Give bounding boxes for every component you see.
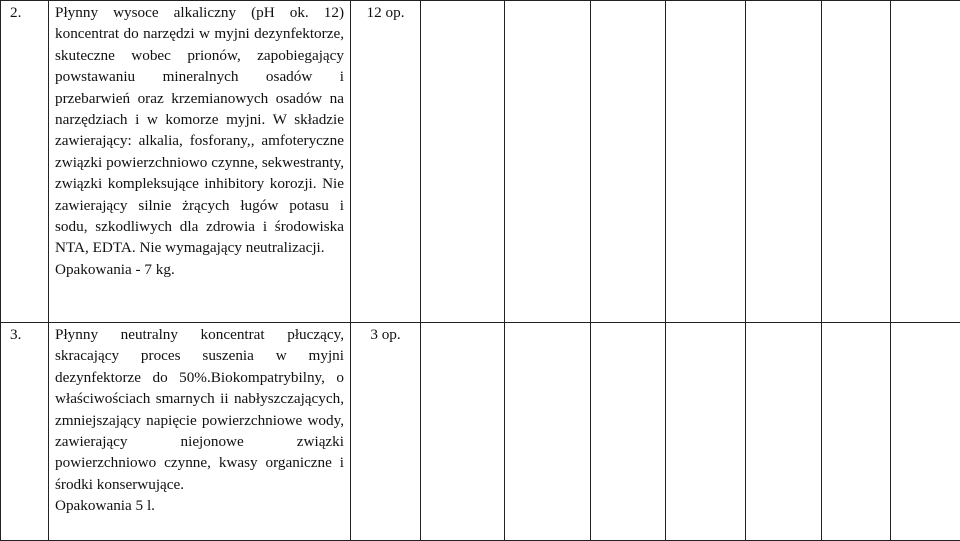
empty-cell — [666, 1, 746, 323]
packaging-info: Opakowania - 7 kg. — [55, 260, 175, 278]
quantity-cell: 12 op. — [351, 1, 421, 323]
empty-cell — [746, 1, 822, 323]
empty-cell — [822, 323, 891, 541]
quantity-cell: 3 op. — [351, 323, 421, 541]
empty-cell — [666, 323, 746, 541]
product-description: Płynny wysoce alkaliczny (pH ok. 12) koncentrat do narzędzi w myjni dezynfektorze, skuteczne wobec prionów, zapobiegający powstawaniu mineralnych osadów i przebarwień oraz krzemianowych osadów na narzędziach i w komorze myjni. W składzie zawierający: alkalia, fosforany,, amfoteryczne związki powierzchniowo czynne, sekwestranty, związki kompleksujące inhibitory korozji. Nie zawierający silnie żrących ługów potasu i sodu, szkodliwych dla zdrowia i środowiska NTA, EDTA. Nie wymagający neutralizacji. — [55, 4, 344, 257]
empty-cell — [591, 1, 666, 323]
empty-cell — [505, 323, 591, 541]
empty-cell — [421, 1, 505, 323]
row-number: 3. — [1, 323, 49, 541]
empty-cell — [591, 323, 666, 541]
packaging-info: Opakowania 5 l. — [55, 497, 155, 515]
empty-cell — [505, 1, 591, 323]
product-description-cell — [49, 323, 351, 541]
table-row — [1, 1, 960, 323]
product-description-cell — [49, 1, 351, 323]
empty-cell — [891, 1, 960, 323]
empty-cell — [822, 1, 891, 323]
empty-cell — [746, 323, 822, 541]
empty-cell — [421, 323, 505, 541]
table-row — [1, 323, 960, 541]
empty-cell — [891, 323, 960, 541]
row-number: 2. — [1, 1, 49, 323]
product-description: Płynny neutralny koncentrat płuczący, skracający proces suszenia w myjni dezynfektorze do 50%.Biokompatrybilny, o właściwościach smarnych ii nabłyszczających, zmniejszający napięcie powierzchniowe wody, zawierający niejonowe związki powierzchniowo czynne, kwasy organiczne i środki konserwujące. — [55, 326, 344, 493]
